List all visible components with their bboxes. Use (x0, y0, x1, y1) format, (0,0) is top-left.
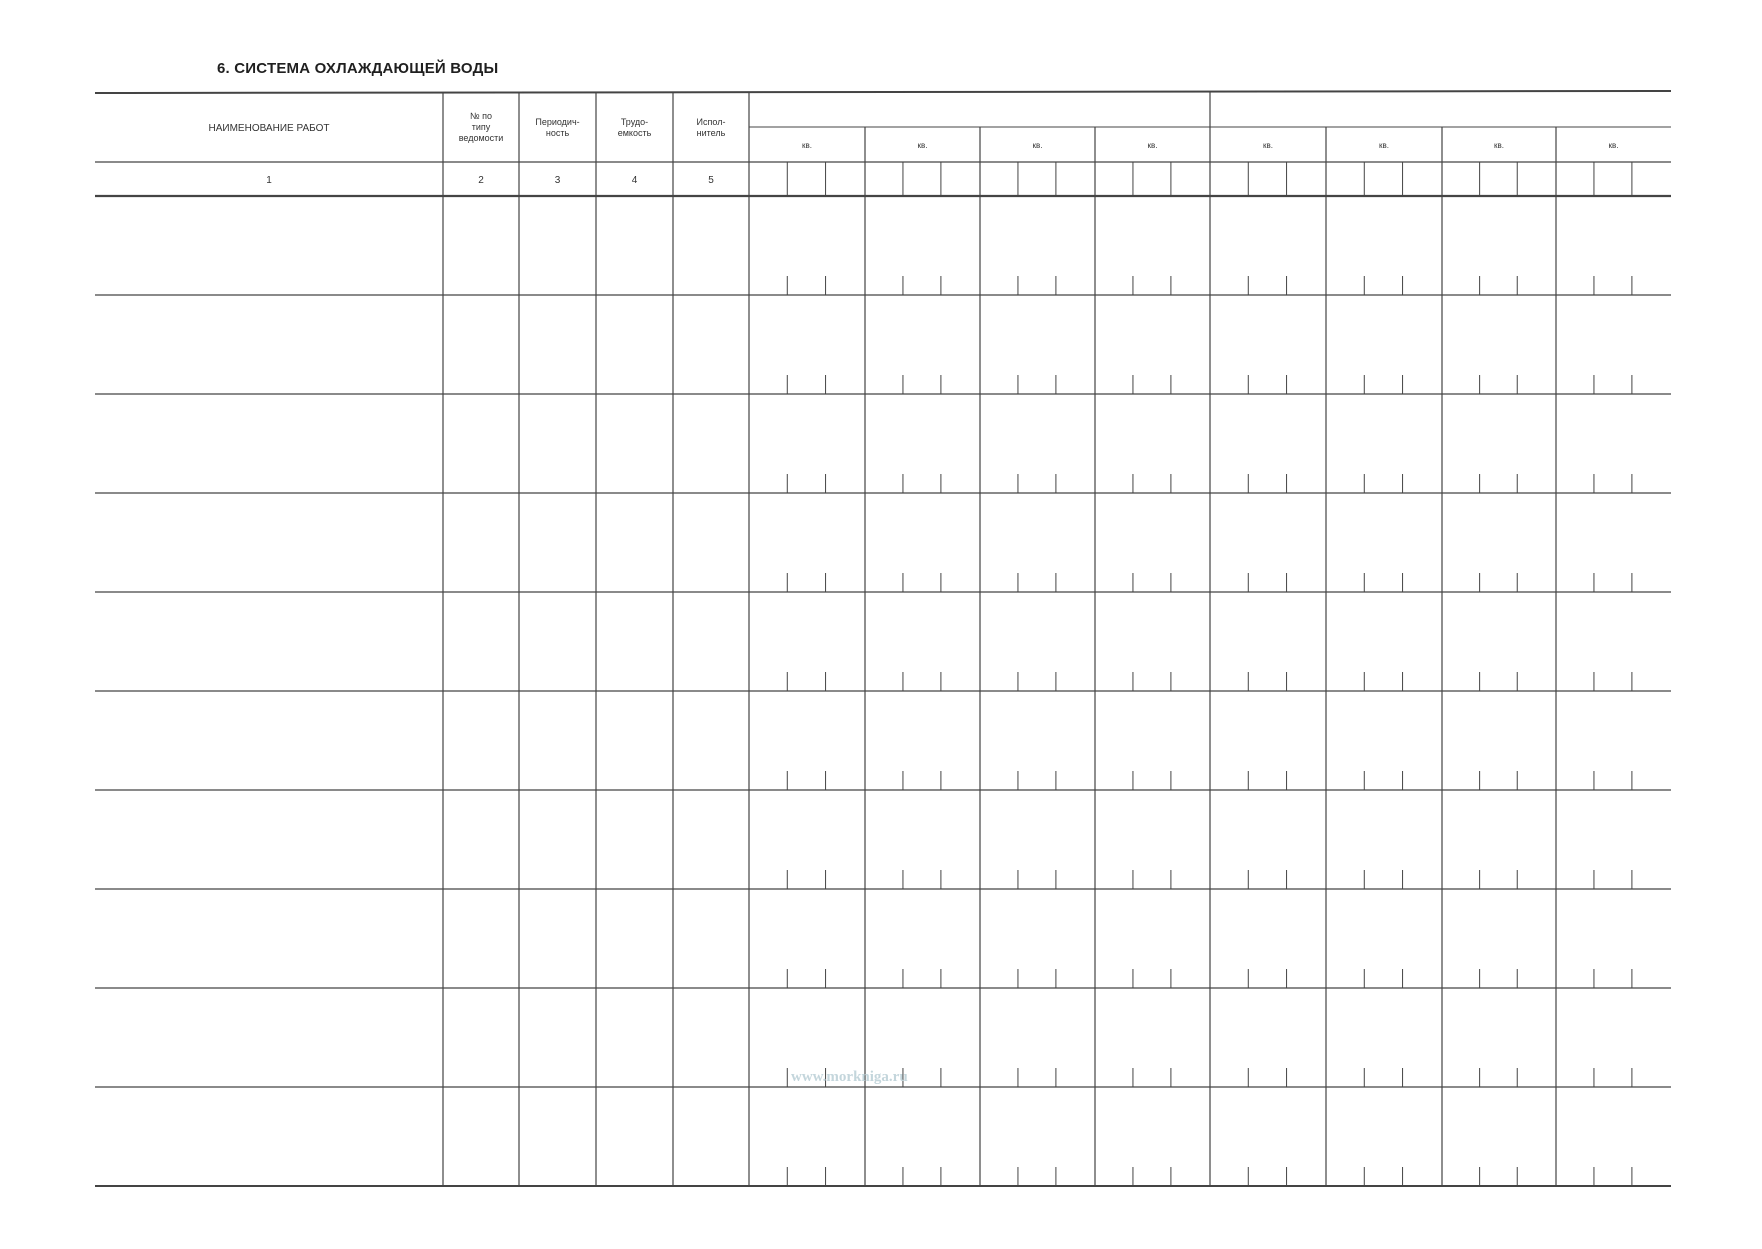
column-header-label: типу (471, 122, 491, 132)
column-header-label: нитель (696, 128, 726, 138)
quarter-label: кв. (1494, 141, 1504, 150)
quarter-label: кв. (1032, 141, 1043, 150)
table-header (209, 111, 1632, 196)
column-header-label: ведомости (458, 133, 504, 143)
column-header-label: Испол- (696, 117, 726, 127)
table-top-border (95, 91, 1671, 93)
column-header-label: Трудо- (620, 117, 649, 127)
column-number: 1 (266, 175, 272, 186)
quarter-label: кв. (802, 141, 812, 150)
column-header-label: емкость (617, 128, 652, 138)
column-header-label: Периодич- (535, 117, 580, 127)
column-header-label: НАИМЕНОВАНИЕ РАБОТ (208, 123, 330, 134)
quarter-label: кв. (917, 141, 928, 150)
column-number: 3 (554, 175, 561, 186)
quarter-label: кв. (1147, 141, 1158, 150)
column-number: 2 (478, 175, 484, 186)
table-body (95, 276, 1671, 1186)
column-header-label: № по (469, 111, 493, 121)
column-number: 4 (631, 175, 638, 186)
quarter-label: кв. (1608, 141, 1619, 150)
table-grid-lines (95, 91, 1671, 1186)
quarter-label: кв. (1379, 141, 1389, 150)
quarter-label: кв. (1263, 141, 1273, 150)
page-title: 6. СИСТЕМА ОХЛАЖДАЮЩЕЙ ВОДЫ (217, 60, 499, 77)
column-header-label: ность (545, 128, 570, 138)
watermark-text: www.morkniga.ru (791, 1069, 908, 1085)
column-number: 5 (708, 175, 714, 186)
